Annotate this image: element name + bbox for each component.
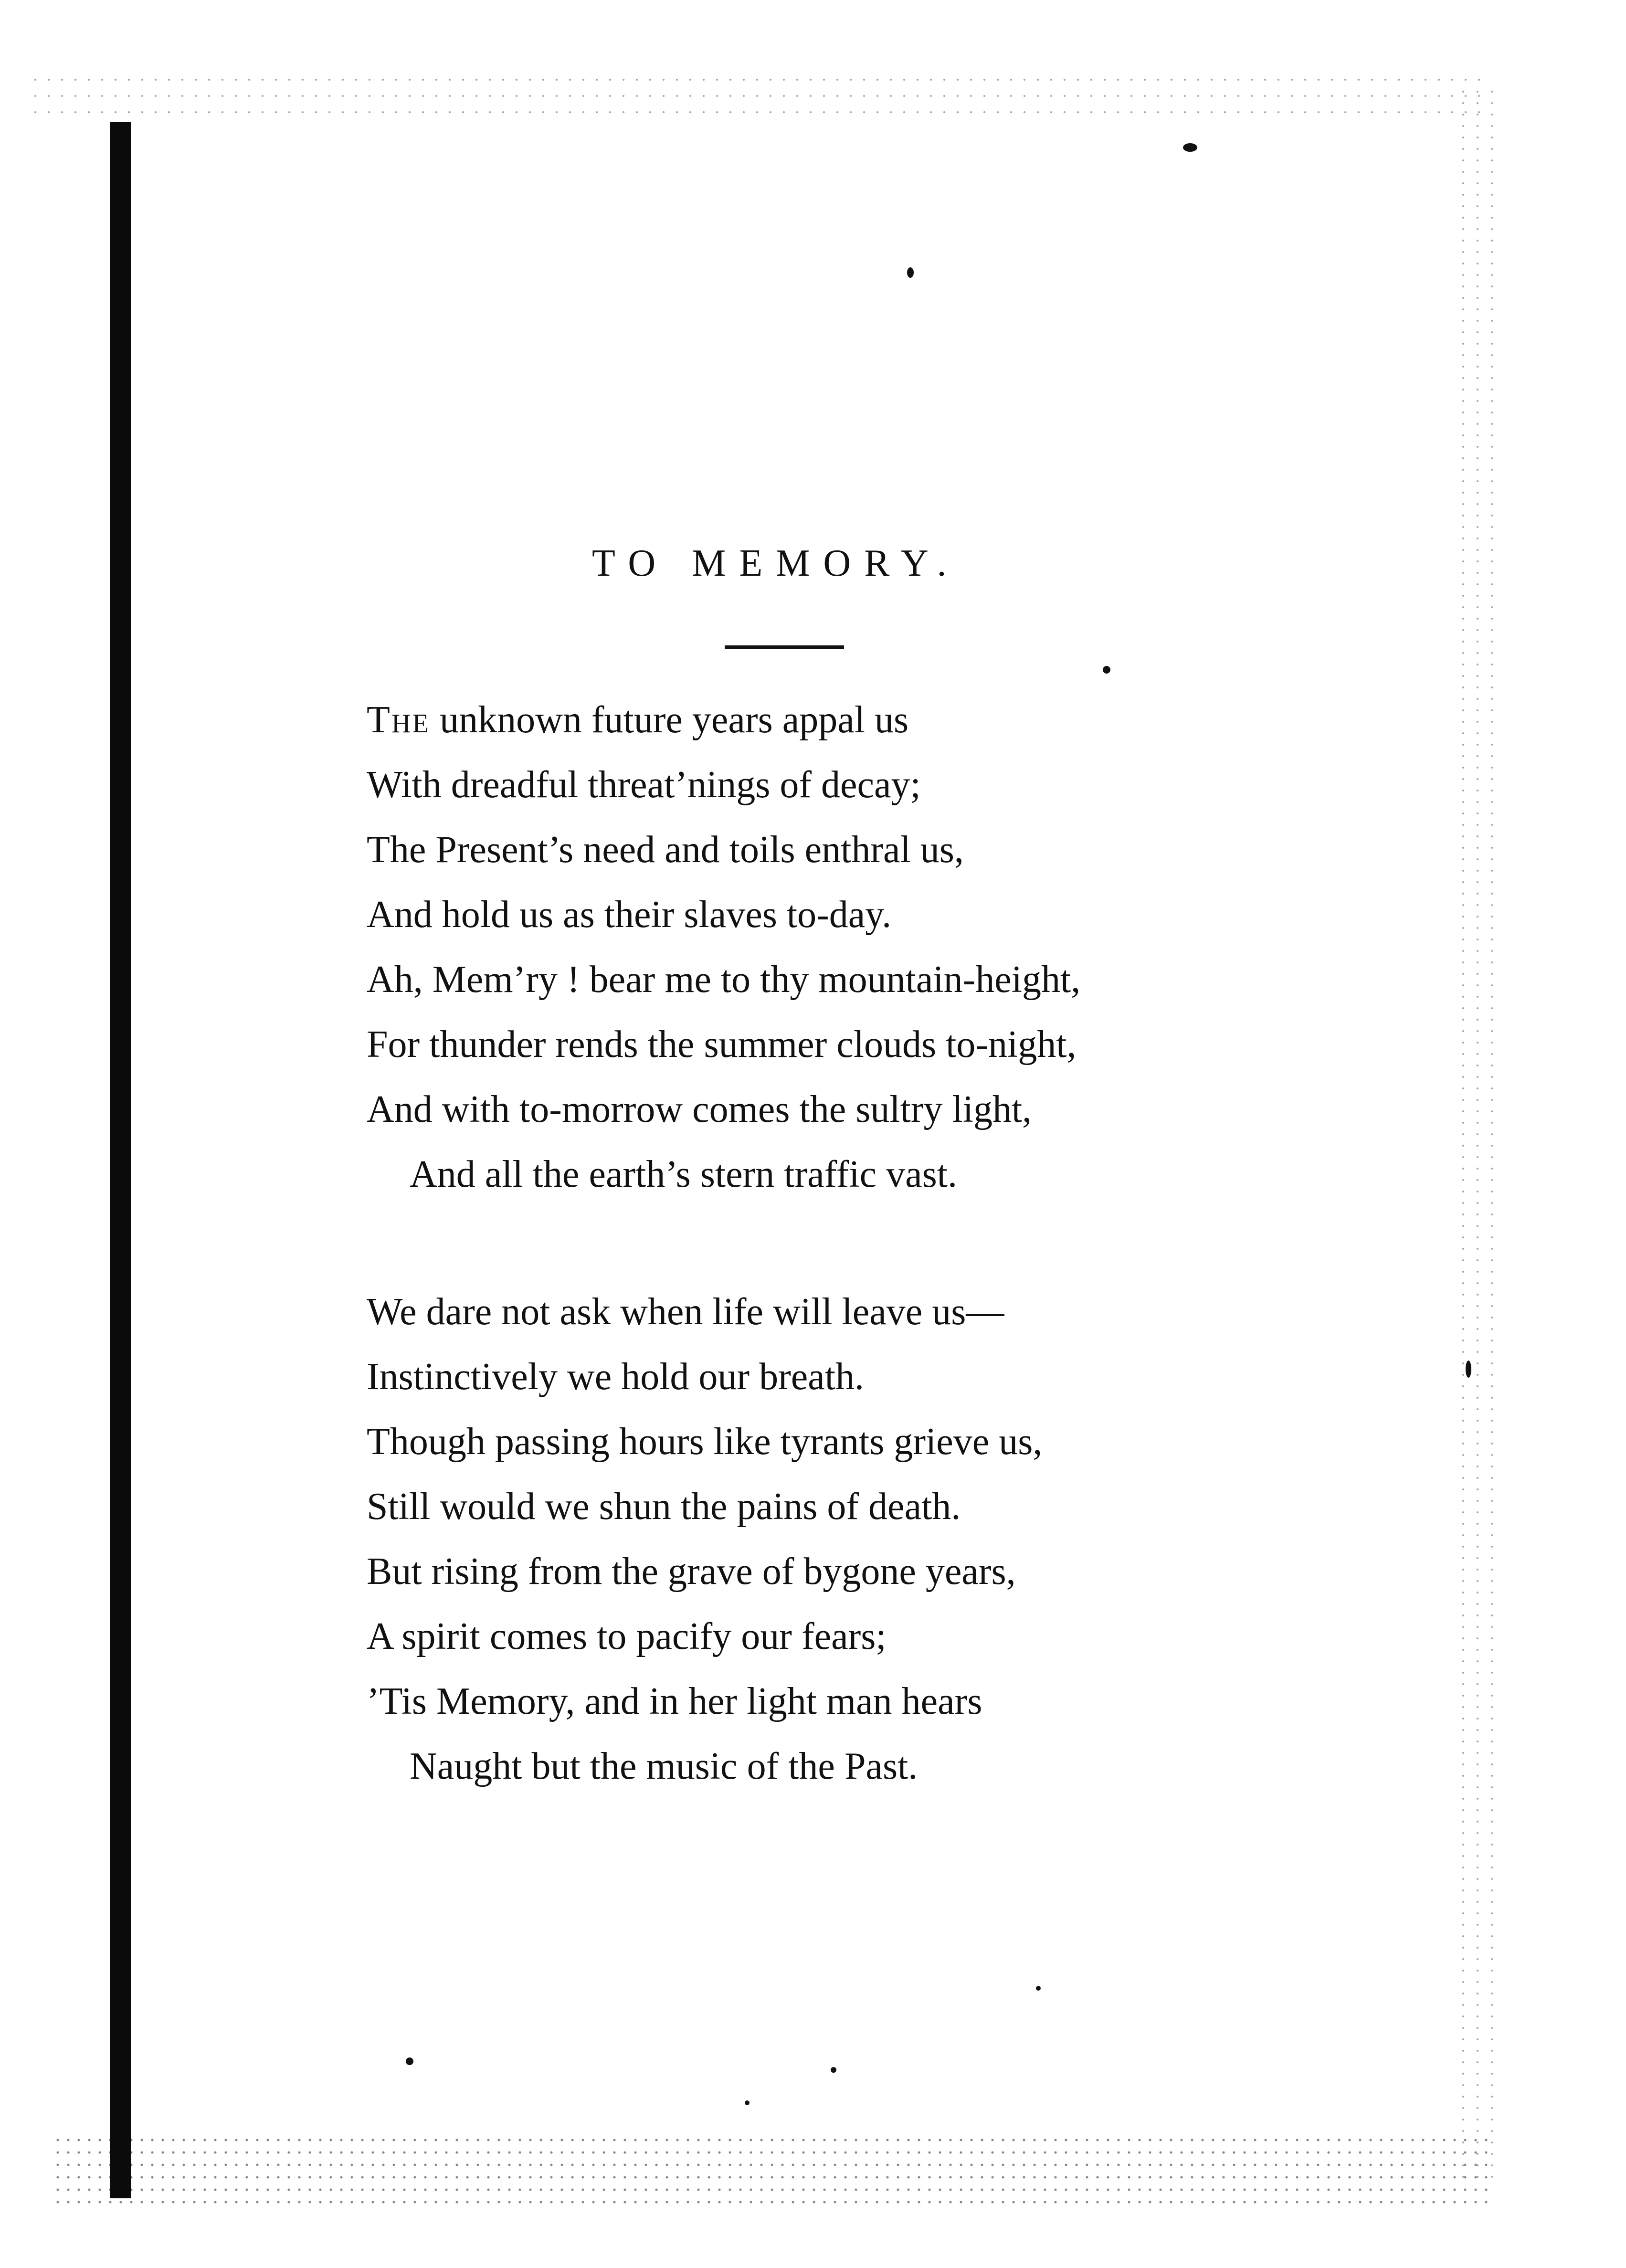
poem-line-text: unknown future years appal us bbox=[430, 699, 909, 741]
poem-line: For thunder rends the summer clouds to-night, bbox=[367, 1023, 1077, 1065]
print-speck bbox=[1466, 1361, 1471, 1378]
page-edge-top bbox=[29, 72, 1485, 115]
title-divider-rule bbox=[725, 645, 844, 649]
poem-line: Ah, Mem’ry ! bear me to thy mountain-height, bbox=[367, 959, 1081, 1001]
page-edge-bottom bbox=[53, 2134, 1489, 2205]
print-speck bbox=[907, 267, 914, 278]
poem-line bbox=[367, 687, 1321, 752]
poem-line: Instinctively we hold our breath. bbox=[367, 1356, 864, 1398]
print-speck bbox=[406, 2057, 413, 2065]
poem-line: A spirit comes to pacify our fears; bbox=[367, 1615, 887, 1657]
stanza-1 bbox=[367, 687, 1321, 1207]
print-speck bbox=[745, 2100, 750, 2105]
poem-line-first-word: The bbox=[367, 699, 431, 741]
poem-line: Naught but the music of the Past. bbox=[410, 1745, 918, 1787]
poem-line: And hold us as their slaves to-day. bbox=[367, 894, 892, 936]
poem-line: Still would we shun the pains of death. bbox=[367, 1486, 961, 1528]
poem-line: The Present’s need and toils enthral us, bbox=[367, 829, 964, 871]
poem-title: TO MEMORY. bbox=[592, 542, 960, 584]
stanza-2 bbox=[367, 1279, 1321, 1799]
poem-line: We dare not ask when life will leave us— bbox=[367, 1291, 1004, 1333]
poem-line: And all the earth’s stern traffic vast. bbox=[410, 1153, 958, 1195]
poem-line: ’Tis Memory, and in her light man hears bbox=[367, 1680, 982, 1722]
print-speck bbox=[1036, 1986, 1041, 1991]
poem-line: Though passing hours like tyrants grieve us, bbox=[367, 1421, 1043, 1463]
print-speck bbox=[1103, 666, 1110, 674]
poem-line: But rising from the grave of bygone years, bbox=[367, 1551, 1016, 1593]
poem-line: With dreadful threat’nings of decay; bbox=[367, 764, 921, 806]
print-speck bbox=[1183, 143, 1197, 152]
print-speck bbox=[831, 2067, 836, 2073]
page-edge-right bbox=[1456, 86, 1499, 2186]
binding-spine-line bbox=[110, 122, 131, 2198]
poem-line: And with to-morrow comes the sultry light, bbox=[367, 1088, 1032, 1130]
